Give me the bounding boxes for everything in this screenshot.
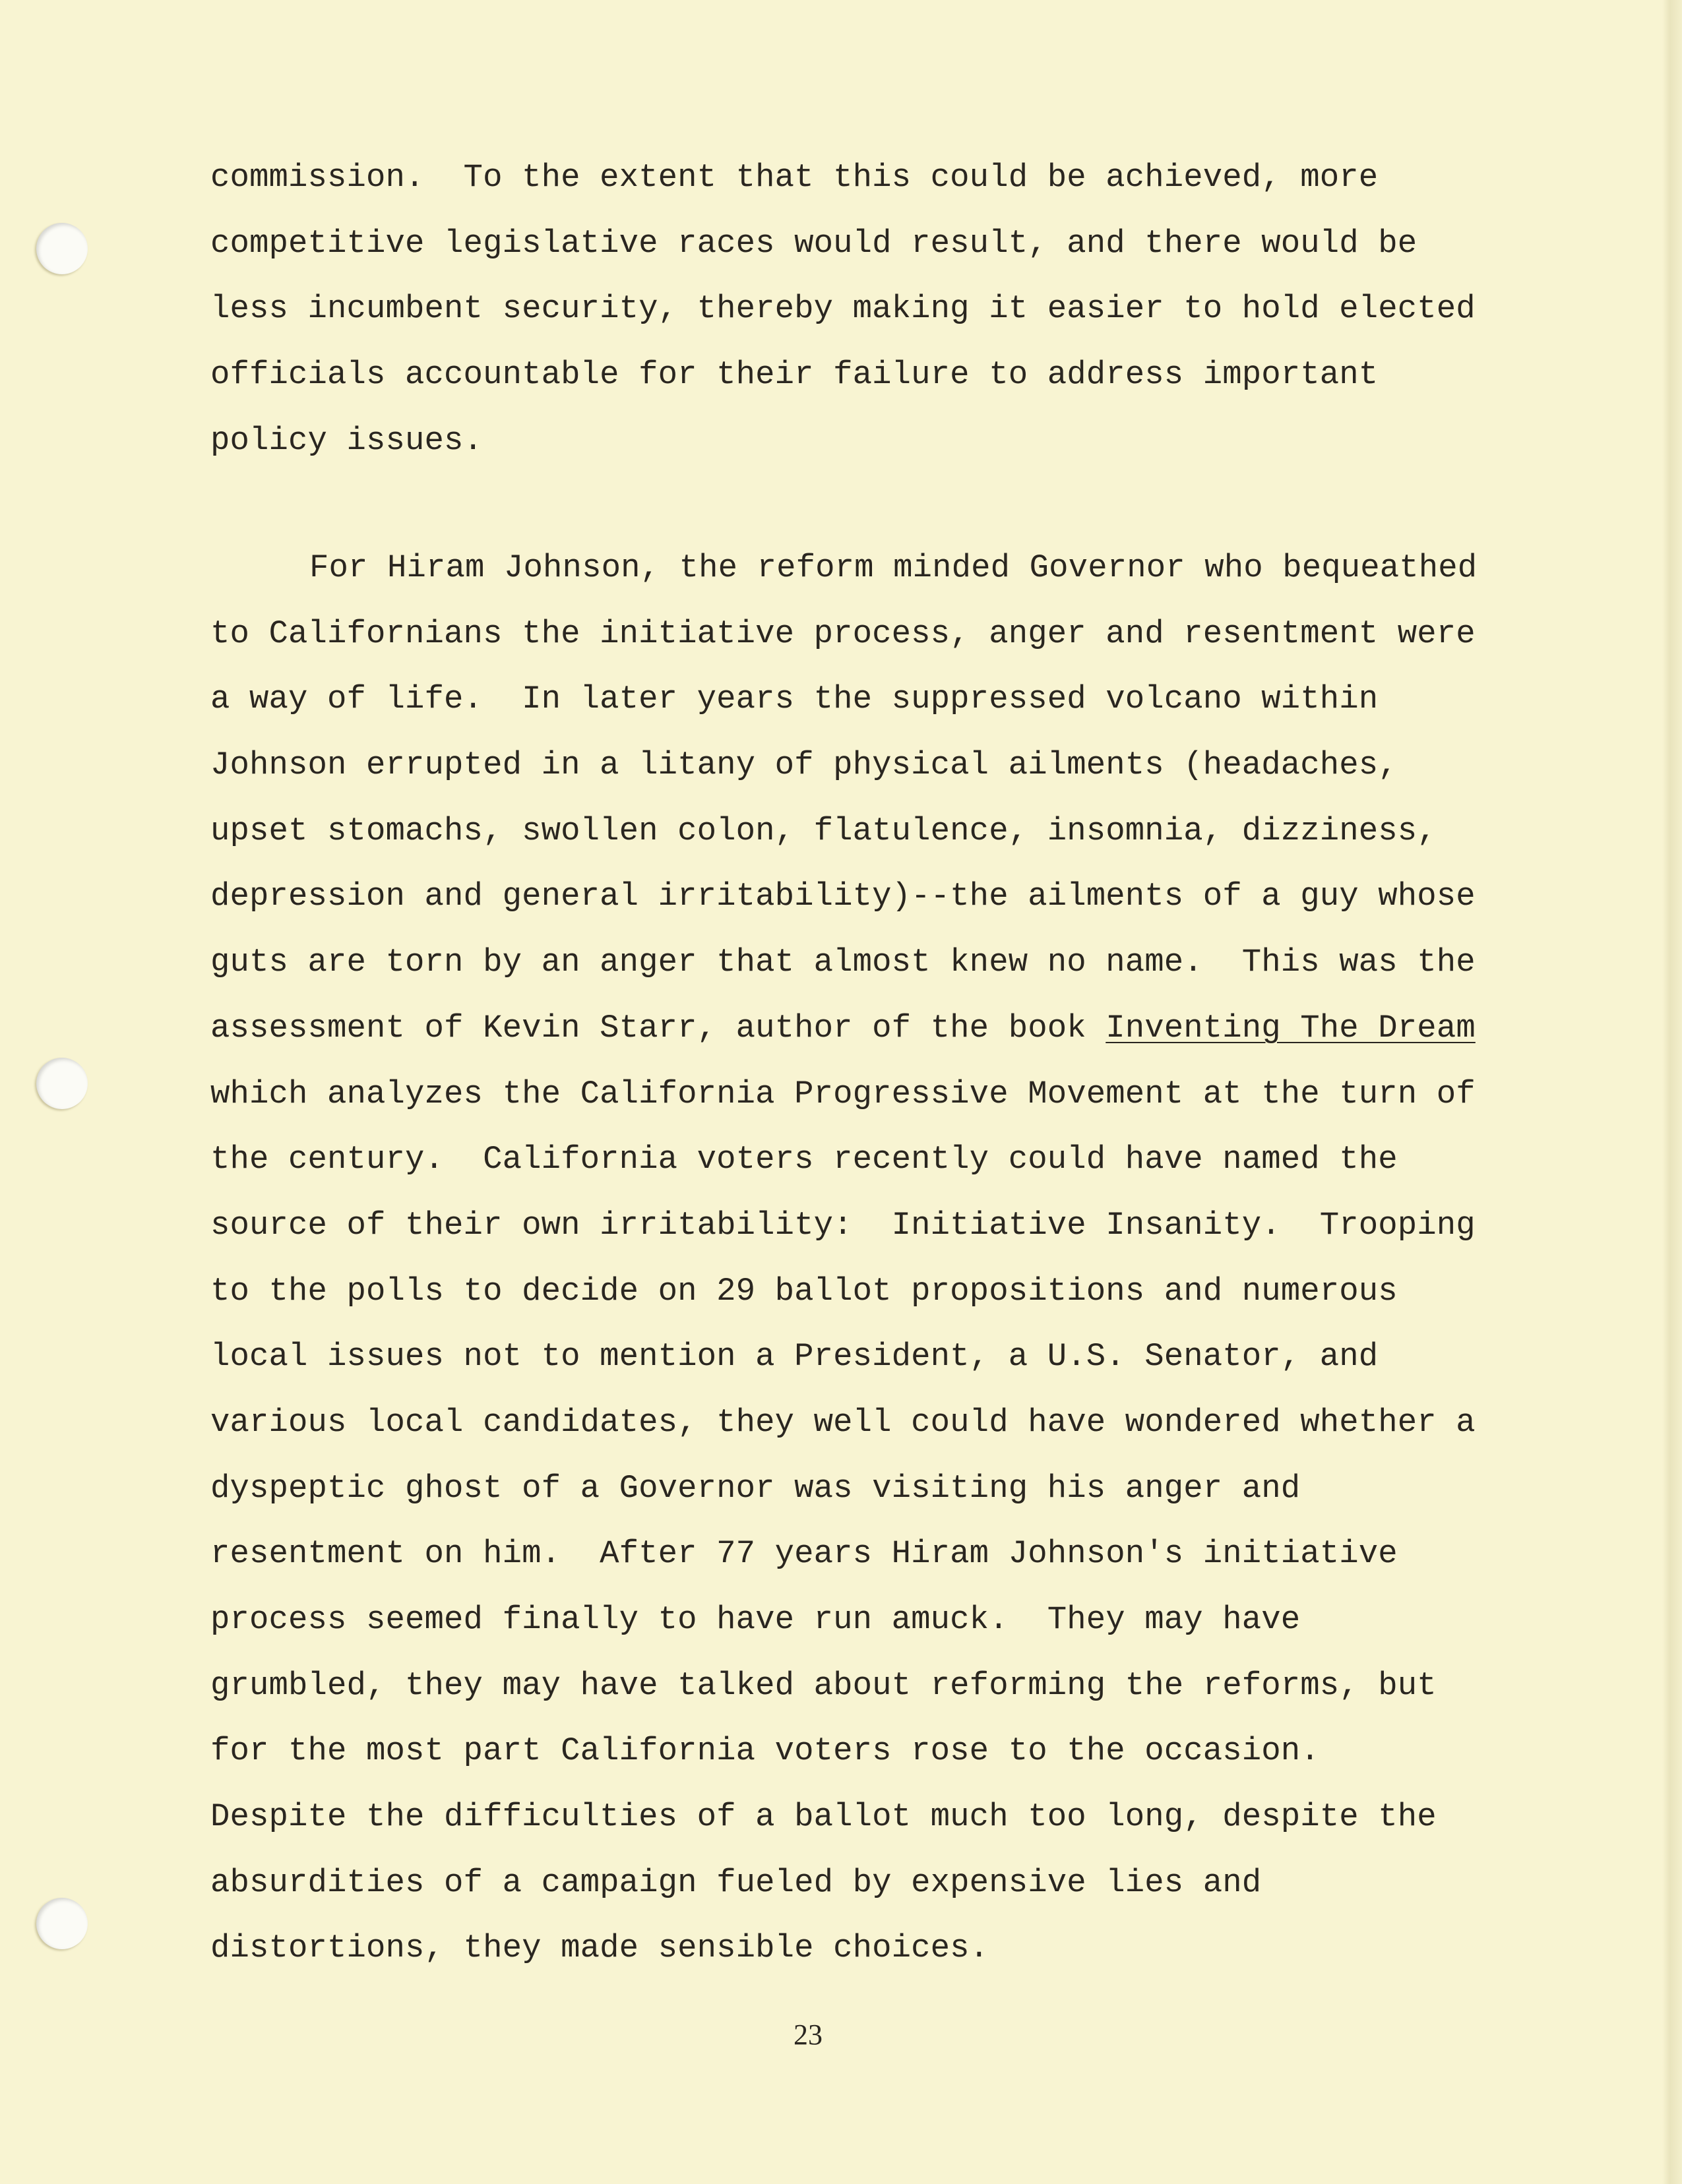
text-line [210,1324,1503,1390]
line-text: absurdities of a campaign fueled by expensive lies and [210,1864,1262,1901]
text-line [210,1653,1503,1719]
binder-hole [36,1058,88,1109]
text-line [210,1390,1503,1456]
text-line [210,1718,1503,1784]
text-line [210,408,1503,474]
book-title: Inventing The Dream [1106,1009,1476,1046]
line-text: which analyzes the California Progressive Movement at the turn of [210,1075,1476,1112]
line-text: for the most part California voters rose to the occasion. [210,1732,1320,1770]
paragraph-2 [210,535,1503,1982]
line-text: Johnson errupted in a litany of physical ailments (headaches, [210,746,1398,784]
page-number: 23 [794,2018,823,2051]
line-text: distortions, they made sensible choices. [210,1929,989,1967]
text-line [210,1587,1503,1653]
text-line [210,601,1503,667]
line-text: local issues not to mention a President, a U.S. Senator, and [210,1338,1379,1376]
text-line [210,1521,1503,1587]
line-text: various local candidates, they well could have wondered whether a [210,1403,1476,1441]
text-line [210,930,1503,996]
line-text: dyspeptic ghost of a Governor was visiting his anger and [210,1469,1301,1507]
binder-hole [36,223,88,274]
text-line [210,1062,1503,1128]
line-text: depression and general irritability)--the ailments of a guy whose [210,878,1476,915]
text-line [210,1916,1503,1982]
line-text: policy issues. [210,421,483,459]
text-line [210,1127,1503,1193]
text-line [210,1784,1503,1850]
binder-hole [36,1898,88,1949]
line-text: the century. California voters recently could have named the [210,1141,1398,1178]
text-line [210,996,1503,1062]
line-text: officials accountable for their failure to address important [210,356,1379,394]
line-text: resentment on him. After 77 years Hiram Johnson's initiative [210,1535,1398,1573]
text-line [210,667,1503,733]
text-line [210,864,1503,930]
text-line [210,1850,1503,1916]
line-text: competitive legislative races would result, and there would be [210,224,1417,262]
line-text: For Hiram Johnson, the reform minded Governor who bequeathed [309,549,1478,586]
text-line [210,276,1503,342]
text-line [210,1259,1503,1325]
text-line [210,145,1503,211]
line-text: upset stomachs, swollen colon, flatulence, insomnia, dizziness, [210,812,1437,849]
text-line [210,342,1503,408]
line-text: guts are torn by an anger that almost knew no name. This was the [210,944,1476,981]
line-text: process seemed finally to have run amuck. They may have [210,1601,1301,1638]
line-text: to the polls to decide on 29 ballot propositions and numerous [210,1272,1398,1310]
text-line [210,1456,1503,1522]
text-line [210,733,1503,799]
paragraph-1 [210,145,1503,473]
text-line [210,211,1503,277]
line-text: source of their own irritability: Initiative Insanity. Trooping [210,1206,1476,1244]
line-text: commission. To the extent that this could be achieved, more [210,159,1379,196]
line-text: to Californians the initiative process, anger and resentment were [210,615,1476,652]
line-text: grumbled, they may have talked about reforming the reforms, but [210,1666,1437,1704]
line-text: a way of life. In later years the suppressed volcano within [210,681,1379,718]
text-line [210,799,1503,864]
line-text: less incumbent security, thereby making it easier to hold elected [210,290,1476,328]
text-line [210,1193,1503,1259]
page-edge-shadow [1662,0,1682,2184]
line-text: Despite the difficulties of a ballot much too long, despite the [210,1798,1437,1836]
text-line [210,535,1503,601]
line-text: assessment of Kevin Starr, author of the book [210,1009,1106,1046]
